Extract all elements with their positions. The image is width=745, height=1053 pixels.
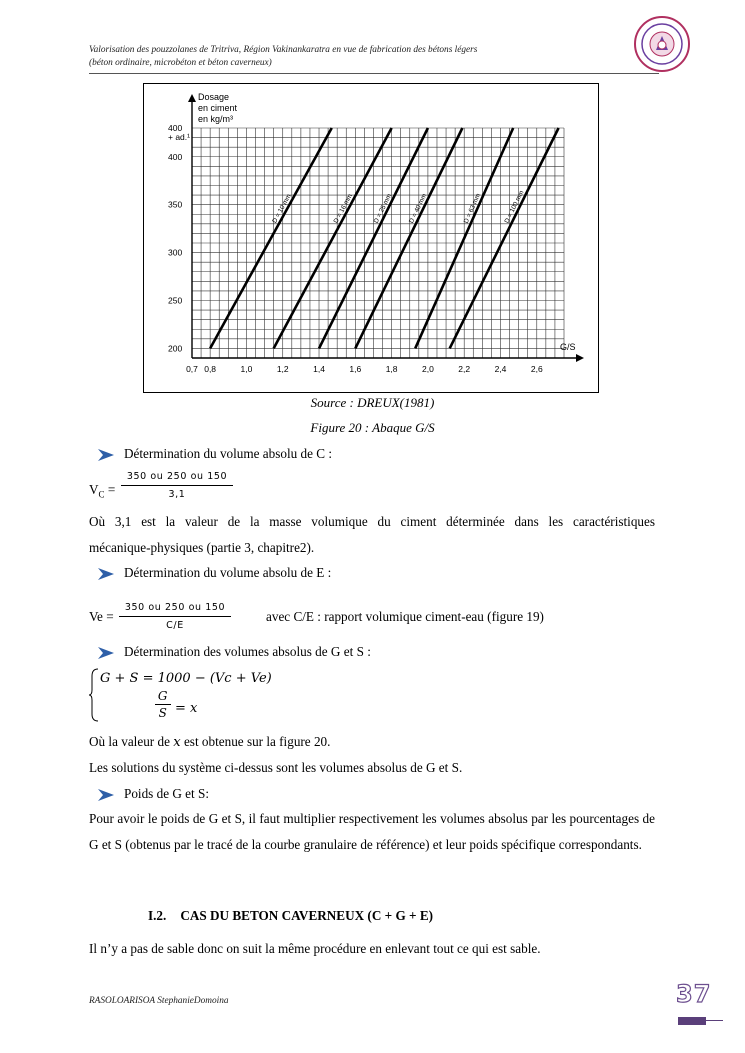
ve-fraction xyxy=(119,602,231,631)
series-label: D = 25 mm xyxy=(372,192,394,225)
y-axis-label: en ciment xyxy=(198,103,238,113)
x-tick-label: 1,0 xyxy=(240,364,253,374)
bullet-arrow-icon xyxy=(98,568,114,580)
y-axis-label: Dosage xyxy=(198,92,230,102)
y-tick-label: 400 xyxy=(168,151,183,162)
header-divider xyxy=(89,73,659,74)
section-heading: I.2. CAS DU BETON CAVERNEUX (C + G + E) xyxy=(148,908,434,923)
equation-2-rhs: = x xyxy=(175,701,198,716)
figure-caption: Figure 20 : Abaque G/S xyxy=(310,420,435,435)
running-header xyxy=(89,44,609,69)
figure-abaque xyxy=(143,83,599,393)
y-axis-arrow-icon xyxy=(188,94,196,102)
y-tick-label: 350 xyxy=(168,199,183,210)
x-tick-label: 0,8 xyxy=(204,364,217,374)
header-line-1: Valorisation des pouzzolanes de Tritriva, Région Vakinankaratra en vue de fabrication des bétons légers xyxy=(89,45,478,55)
y-tick-label: 300 xyxy=(168,247,183,258)
x-axis-label: G/S xyxy=(560,342,576,352)
chart-grid xyxy=(192,128,564,358)
x-tick-label: 1,6 xyxy=(349,364,362,374)
gs-paragraph-1: Où la valeur de x est obtenue sur la figure 20. xyxy=(89,734,331,750)
bullet-arrow-icon xyxy=(98,789,114,801)
gs-fraction: $\frac{G}{S}$ xyxy=(155,689,171,720)
x-tick-label: 1,8 xyxy=(385,364,398,374)
faculty-seal-icon xyxy=(632,14,692,74)
bullet-gs: Détermination des volumes absolus de G et S : xyxy=(124,644,371,659)
vc-numerator: 350 ou 250 ou 150 xyxy=(121,471,233,486)
x-tick-label: 1,4 xyxy=(313,364,325,374)
x-axis-arrow-icon xyxy=(576,354,584,362)
series-label: D = 100 mm xyxy=(503,189,526,225)
bullet-arrow-icon xyxy=(98,449,114,461)
header-line-2: (béton ordinaire, microbéton et béton caverneux) xyxy=(89,57,272,68)
page-number-bar xyxy=(678,1017,706,1025)
y-tick-label: 400 + ad.¹ xyxy=(168,122,190,142)
figure-source: Source : DREUX(1981) xyxy=(310,395,435,410)
x-tick-label: 1,2 xyxy=(276,364,289,374)
x-tick-label: 0,7 xyxy=(186,364,198,374)
bullet-arrow-icon xyxy=(98,647,114,659)
y-axis-label: en kg/m³ xyxy=(198,114,234,124)
page-number: 37 xyxy=(676,980,712,1008)
x-tick-label: 2,0 xyxy=(421,364,434,374)
gs-paragraph-2: Les solutions du système ci-dessus sont les volumes absolus de G et S. xyxy=(89,760,463,775)
ve-denominator: C/E xyxy=(166,620,184,631)
x-tick-label: 2,4 xyxy=(494,364,507,374)
y-tick-label: 200 xyxy=(168,343,183,354)
series-label: D = 16 mm xyxy=(332,193,354,225)
series-label: D = 63 mm xyxy=(462,192,483,225)
section-paragraph: Il n’y a pas de sable donc on suit la même procédure en enlevant tout ce qui est sable. xyxy=(89,941,541,956)
vc-denominator: 3,1 xyxy=(168,489,186,500)
series-label: D = 40 mm xyxy=(408,192,429,225)
bullet-poids: Poids de G et S: xyxy=(124,786,209,801)
ve-numerator: 350 ou 250 ou 150 xyxy=(119,602,231,617)
poids-paragraph: Pour avoir le poids de G et S, il faut multiplier respectivement les volumes absolus par les pourcentages de G et S (obtenus par le tracé de la courbe granulaire de référence) et leur poids spécifique correspondants. xyxy=(89,811,655,852)
series-line xyxy=(450,128,559,348)
bullet-ve: Détermination du volume absolu de E : xyxy=(124,565,332,580)
y-tick-label: 250 xyxy=(168,295,183,306)
series-label: D = 10 mm xyxy=(271,193,293,225)
ve-note: avec C/E : rapport volumique ciment-eau (figure 19) xyxy=(266,609,544,624)
abaque-chart xyxy=(144,84,598,392)
x-tick-label: 2,6 xyxy=(530,364,543,374)
vc-paragraph: Où 3,1 est la valeur de la masse volumique du ciment déterminée dans les caractéristiques mécanique-physiques (partie 3, chapitre2). xyxy=(89,514,655,555)
vc-label: $V_C$ = xyxy=(89,482,116,500)
x-tick-label: 2,2 xyxy=(458,364,471,374)
footer-author: RASOLOARISOA StephanieDomoina xyxy=(89,996,229,1006)
ve-label: Ve = xyxy=(89,609,114,624)
system-brace xyxy=(88,668,100,722)
footer-rule xyxy=(706,1020,723,1021)
vc-fraction xyxy=(121,471,233,500)
bullet-vc: Détermination du volume absolu de C : xyxy=(124,446,333,461)
equation-1: G + S = 1000 − (Vc + Ve) xyxy=(100,671,272,686)
